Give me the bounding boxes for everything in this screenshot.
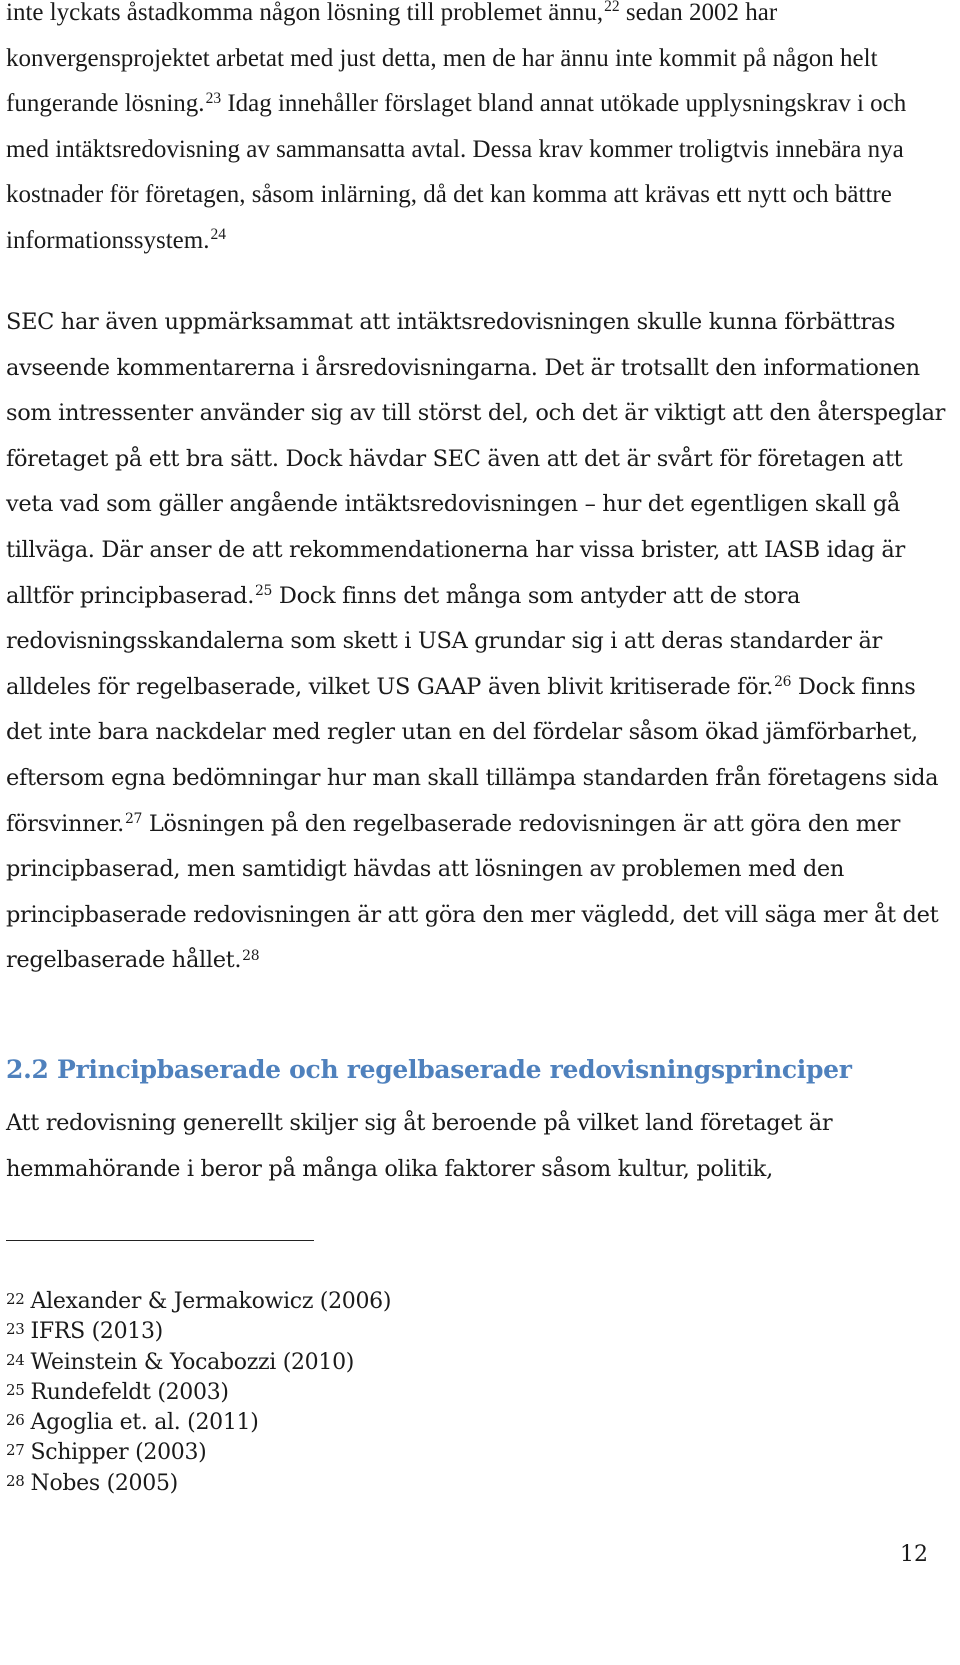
footnote-text: IFRS (2013)	[30, 1319, 163, 1345]
footnote-number: 27	[6, 1441, 25, 1460]
paragraph-2-text-3: Dock finns det inte bara nackdelar med regler utan en del fördelar såsom ökad jämförbarhet, eftersom egna bedömningar hur man skall tillämpa standarden från företagens sida försvinner.	[6, 673, 939, 837]
footnote-ref-22[interactable]: 22	[604, 0, 620, 16]
footnote-text: Alexander & Jermakowicz (2006)	[30, 1289, 392, 1314]
paragraph-1-text-2: sedan 2002 har konvergensprojektet arbetat med just detta, men de har ännu inte kommit på någon helt fungerande lösning.	[6, 0, 878, 118]
section-heading: 2.2 Principbaserade och regelbaserade redovisningsprinciper	[6, 1055, 852, 1084]
page-number: 12	[900, 1542, 928, 1567]
paragraph-1-text-1: inte lyckats åstadkomma någon lösning till problemet ännu,	[6, 0, 604, 26]
footnote-ref-24[interactable]: 24	[210, 226, 226, 244]
paragraph-1-text-3: Idag innehåller förslaget bland annat utökade upplysningskrav i och med intäktsredovisning av sammansatta avtal. Dessa krav kommer troligtvis innebära nya kostnader för företagen, såsom inlärning, då det kan komma att krävas ett nytt och bättre informationssystem.	[6, 90, 907, 254]
footnote-item-24	[6, 1345, 391, 1375]
footnote-number: 25	[6, 1380, 25, 1399]
footnote-item-27	[6, 1435, 391, 1465]
body-paragraph-3: Att redovisning generellt skiljer sig åt beroende på vilket land företaget är hemmahörande i beror på många olika faktorer såsom kultur, politik,	[6, 1110, 833, 1182]
footnote-text: Nobes (2005)	[30, 1470, 178, 1496]
footnote-number: 22	[6, 1290, 25, 1308]
footnote-ref-28[interactable]: 28	[242, 947, 260, 964]
footnote-list	[6, 1284, 391, 1496]
footnote-separator	[6, 1240, 314, 1241]
footnote-number: 23	[6, 1320, 25, 1339]
footnote-item-23	[6, 1314, 391, 1344]
footnote-item-25	[6, 1375, 391, 1405]
footnote-item-22	[6, 1284, 391, 1314]
footnote-number: 26	[6, 1411, 25, 1430]
body-paragraph-1	[6, 0, 946, 264]
footnote-number: 28	[6, 1471, 25, 1490]
footnote-ref-25[interactable]: 25	[255, 582, 273, 599]
footnote-ref-27[interactable]: 27	[124, 810, 143, 827]
footnote-ref-23[interactable]: 23	[205, 89, 222, 107]
footnote-ref-26[interactable]: 26	[774, 674, 792, 691]
paragraph-2-text-2: Dock finns det många som antyder att de stora redovisningsskandalerna som skett i USA grundar sig i att deras standarder är alldeles för regelbaserade, vilket US GAAP även blivit kritiserade för.	[6, 582, 882, 700]
footnote-item-26	[6, 1405, 391, 1435]
footnote-number: 24	[6, 1350, 25, 1369]
paragraph-2-text-1: SEC har även uppmärksammat att intäktsredovisningen skulle kunna förbättras avseende kommentarerna i årsredovisningarna. Det är trotsallt den informationen som intressenter använder sig av till störst del, och det är viktigt att den återspeglar företaget på ett bra sätt. Dock hävdar SEC även att det är svårt för företagen att veta vad som gäller angående intäktsredovisningen – hur det egentligen skall gå tillväga. Där anser de att rekommendationerna har vissa brister, att IASB idag är alltför principbaserad.	[6, 309, 946, 609]
footnote-text: Agoglia et. al. (2011)	[30, 1410, 259, 1436]
body-paragraph-2	[6, 300, 946, 984]
footnote-text: Rundefeldt (2003)	[30, 1379, 229, 1405]
paragraph-2-text-4: Lösningen på den regelbaserade redovisningen är att göra den mer principbaserad, men samtidigt hävdas att lösningen av problemen med den principbaserade redovisningen är att göra den mer vägledd, det vill säga mer åt det regelbaserade hållet.	[6, 810, 939, 974]
footnote-text: Weinstein & Yocabozzi (2010)	[30, 1349, 355, 1375]
footnote-text: Schipper (2003)	[30, 1440, 207, 1466]
footnote-item-28	[6, 1466, 391, 1496]
